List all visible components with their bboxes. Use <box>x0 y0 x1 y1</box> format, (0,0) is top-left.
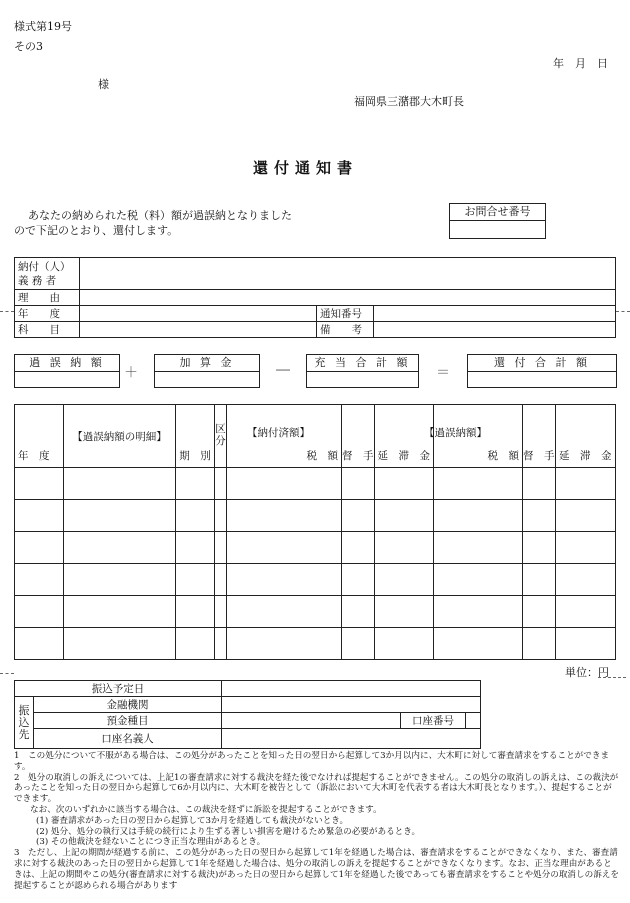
refund-total-label: 還 付 合 計 額 <box>468 355 616 372</box>
category-label: 科 目 <box>15 322 80 338</box>
col-period: 期 別 <box>176 405 215 468</box>
form-number: 様式第19号 <box>14 20 72 33</box>
issue-date: 年 月 日 <box>553 57 608 70</box>
col-paid-late-fee: 延 滞 金 <box>374 405 434 468</box>
minus-sign: ― <box>276 362 290 378</box>
payer-label: 納付（人） 義 務 者 <box>15 258 80 290</box>
notice-number-label: 通知番号 <box>317 306 374 322</box>
page-title: 還付通知書 <box>253 159 359 177</box>
fold-mark-left <box>0 311 14 312</box>
transfer-table <box>14 680 481 749</box>
addition-box <box>154 354 260 388</box>
col-year: 年 度 <box>15 405 64 468</box>
note-3: 3 ただし、上記の期間が経過する前に、この処分があった日の翌日から起算して1年を経過した場合は、審査請求をすることができなくなり、また、審査請求に対する裁決のあった日の翌日から起算して1年を経過した場合は、処分の取消しの訴えを提起することができなくなります。なお、正当な理由があるときは、上記の期間やこの処分(審査請求に対する裁決)があった日の翌日から起算して1年を経過した後であっても審査請求をすることや処分の取消しの訴えを提起することが認められる場合があります <box>14 848 619 891</box>
overpaid-total-label: 過 誤 納 額 <box>15 355 119 372</box>
applied-total-box <box>306 354 419 388</box>
inquiry-number-box <box>449 203 546 239</box>
col-paid-tax <box>227 405 342 468</box>
deposit-type-value[interactable] <box>222 713 401 729</box>
table-row[interactable] <box>15 596 616 628</box>
institution-label: 金融機関 <box>34 697 222 713</box>
note-2-1: (1) 審査請求があった日の翌日から起算して3か月を経過しても裁決がないとき。 <box>36 815 349 826</box>
account-holder-value[interactable] <box>222 729 481 749</box>
notes <box>14 751 619 891</box>
note-2-3: (3) その他裁決を経ないことにつき正当な理由があるとき。 <box>36 837 266 848</box>
year-label: 年 度 <box>15 306 80 322</box>
note-1: 1 この処分について不服がある場合は、この処分があったことを知った日の翌日から起算して3か月以内に、大木町に対して審査請求をすることができます。 <box>14 751 610 772</box>
unit-label: 単位：円 <box>565 666 609 679</box>
account-number-value[interactable] <box>466 713 481 729</box>
note-2: 2 処分の取消しの訴えについては、上記1の審査請求に対する裁決を経た後でなければ提起することができません。この処分の取消しの訴えは、この裁決があったことを知った日の翌日から起算して6か月以内に、大木町を被告として（訴訟において大木町を代表する者は大木町長となります。）、提起することができます。 <box>14 772 619 805</box>
overpaid-total-box <box>14 354 120 388</box>
paid-header: 【納付済額】 <box>247 427 310 439</box>
scheduled-date-value[interactable] <box>222 681 481 697</box>
table-row[interactable] <box>15 532 616 564</box>
intro-line-2: ので下記のとおり、還付します。 <box>14 224 179 237</box>
col-division: 区 分 <box>215 405 227 468</box>
transfer-side-label: 振込先 <box>15 697 34 749</box>
institution-value[interactable] <box>222 697 481 713</box>
reason-value[interactable] <box>80 290 616 306</box>
col-paid-penalty: 督 手 <box>342 405 375 468</box>
account-number-label: 口座番号 <box>401 713 466 729</box>
deposit-type-label: 預金種目 <box>34 713 222 729</box>
col-over-late-fee: 延 滞 金 <box>555 405 616 468</box>
info-table <box>14 257 616 338</box>
table-row[interactable] <box>15 500 616 532</box>
intro-line-1: あなたの納められた税（料）額が過誤納となりました <box>28 209 292 222</box>
table-row[interactable] <box>15 564 616 596</box>
note-2b: なお、次のいずれかに該当する場合は、この裁決を経ずに訴訟を提起することができます。 <box>30 804 382 815</box>
remarks-value[interactable] <box>374 322 616 338</box>
note-2-2: (2) 処分、処分の執行又は手続の続行により生ずる著しい損害を避けるため緊急の必要があるとき。 <box>36 826 421 837</box>
overpaid-header: 【過誤納額】 <box>424 427 487 439</box>
issuer: 福岡県三潴郡大木町長 <box>354 95 464 108</box>
col-over-penalty: 督 手 <box>523 405 556 468</box>
notice-number-value[interactable] <box>374 306 616 322</box>
detail-table <box>14 404 616 660</box>
category-value[interactable] <box>80 322 317 338</box>
plus-sign: ＋ <box>124 365 138 381</box>
addressee-suffix: 様 <box>98 78 109 91</box>
fold-mark-right <box>616 311 630 312</box>
table-row[interactable] <box>15 468 616 500</box>
sub-number: その3 <box>14 40 43 53</box>
equals-sign: ＝ <box>436 365 450 381</box>
remarks-label: 備 考 <box>317 322 374 338</box>
payer-value[interactable] <box>80 258 616 290</box>
year-value[interactable] <box>80 306 317 322</box>
col-over-tax <box>424 405 523 468</box>
scheduled-date-label: 振込予定日 <box>15 681 222 697</box>
over-tax-label: 税 額 <box>487 450 519 462</box>
paid-tax-label: 税 額 <box>306 450 338 462</box>
inquiry-number-label: お問合せ番号 <box>450 204 545 221</box>
account-holder-label: 口座名義人 <box>34 729 222 749</box>
fold-mark-left-2 <box>0 673 14 674</box>
refund-total-box <box>467 354 617 388</box>
table-row[interactable] <box>15 628 616 660</box>
breakdown-header: 【過誤納額の明細】 <box>64 405 176 468</box>
reason-label: 理 由 <box>15 290 80 306</box>
applied-total-label: 充 当 合 計 額 <box>307 355 418 372</box>
addition-label: 加 算 金 <box>155 355 259 372</box>
